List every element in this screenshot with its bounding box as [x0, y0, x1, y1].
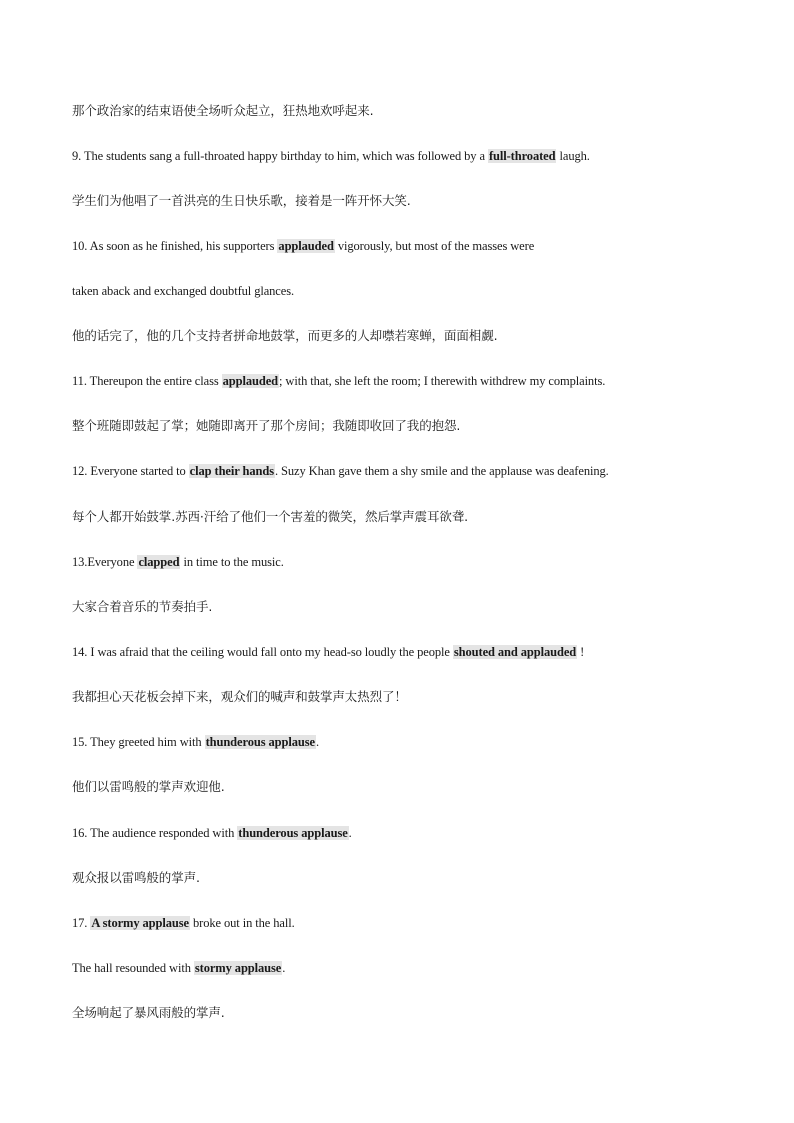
- text-segment: .: [282, 961, 286, 975]
- highlighted-phrase: A stormy applause: [91, 916, 189, 930]
- text-line: [72, 869, 754, 887]
- text-segment: 大家合着音乐的节奏拍手.: [72, 599, 213, 614]
- highlighted-phrase: thunderous applause: [238, 826, 348, 840]
- text-segment: !: [577, 645, 585, 659]
- text-line: [72, 372, 754, 390]
- text-segment: 观众报以雷鸣般的掌声.: [72, 870, 200, 885]
- text-segment: in time to the music.: [180, 555, 284, 569]
- text-segment: 那个政治家的结束语使全场听众起立，狂热地欢呼起来.: [72, 103, 374, 118]
- text-line: [72, 192, 754, 210]
- highlighted-phrase: thunderous applause: [205, 735, 315, 749]
- text-segment: .: [315, 735, 319, 749]
- text-segment: ; with that, she left the room; I therewith withdrew my complaints.: [279, 374, 606, 388]
- text-segment: 他们以雷鸣般的掌声欢迎他.: [72, 779, 225, 794]
- text-segment: 10. As soon as he finished, his supporters: [72, 239, 278, 253]
- text-segment: vigorously, but most of the masses were: [334, 239, 535, 253]
- text-segment: The hall resounded with: [72, 961, 194, 975]
- text-line: [72, 688, 754, 706]
- text-line: [72, 462, 754, 480]
- text-segment: 16. The audience responded with: [72, 826, 238, 840]
- highlighted-phrase: shouted and applauded: [453, 645, 577, 659]
- text-segment: 他的话完了，他的几个支持者拼命地鼓掌，而更多的人却噤若寒蝉，面面相觑.: [72, 328, 498, 343]
- text-line: [72, 598, 754, 616]
- text-line: [72, 282, 754, 300]
- text-line: [72, 553, 754, 571]
- text-line: [72, 237, 754, 255]
- highlighted-phrase: full-throated: [488, 149, 556, 163]
- text-segment: 学生们为他唱了一首洪亮的生日快乐歌，接着是一阵开怀大笑.: [72, 193, 411, 208]
- text-segment: 14. I was afraid that the ceiling would fall onto my head-so loudly the people: [72, 645, 453, 659]
- text-segment: .: [348, 826, 352, 840]
- text-line: [72, 102, 754, 120]
- text-line: [72, 643, 754, 661]
- text-segment: 整个班随即鼓起了掌；她随即离开了那个房间；我随即收回了我的抱怨.: [72, 418, 461, 433]
- text-segment: 17.: [72, 916, 91, 930]
- text-line: [72, 508, 754, 526]
- text-line: [72, 1004, 754, 1022]
- highlighted-phrase: clapped: [138, 555, 180, 569]
- text-segment: 12. Everyone started to: [72, 464, 189, 478]
- text-line: [72, 959, 754, 977]
- text-segment: laugh.: [556, 149, 590, 163]
- text-line: [72, 914, 754, 932]
- text-line: [72, 417, 754, 435]
- text-segment: 13.Everyone: [72, 555, 138, 569]
- text-line: [72, 824, 754, 842]
- text-line: [72, 733, 754, 751]
- text-segment: 9. The students sang a full-throated happy birthday to him, which was followed by a: [72, 149, 488, 163]
- text-segment: broke out in the hall.: [189, 916, 295, 930]
- highlighted-phrase: applauded: [278, 239, 334, 253]
- text-segment: taken aback and exchanged doubtful glances.: [72, 284, 294, 298]
- highlighted-phrase: clap their hands: [189, 464, 274, 478]
- text-segment: . Suzy Khan gave them a shy smile and the applause was deafening.: [274, 464, 609, 478]
- highlighted-phrase: applauded: [222, 374, 279, 388]
- text-line: [72, 778, 754, 796]
- text-line: [72, 147, 754, 165]
- highlighted-phrase: stormy applause: [194, 961, 282, 975]
- text-segment: 全场响起了暴风雨般的掌声.: [72, 1005, 225, 1020]
- text-segment: 每个人都开始鼓掌.苏西·汗给了他们一个害羞的微笑，然后掌声震耳欲聋.: [72, 509, 469, 524]
- text-segment: 15. They greeted him with: [72, 735, 205, 749]
- text-segment: 11. Thereupon the entire class: [72, 374, 222, 388]
- text-segment: 我都担心天花板会掉下来，观众们的喊声和鼓掌声太热烈了！: [72, 689, 407, 704]
- text-line: [72, 327, 754, 345]
